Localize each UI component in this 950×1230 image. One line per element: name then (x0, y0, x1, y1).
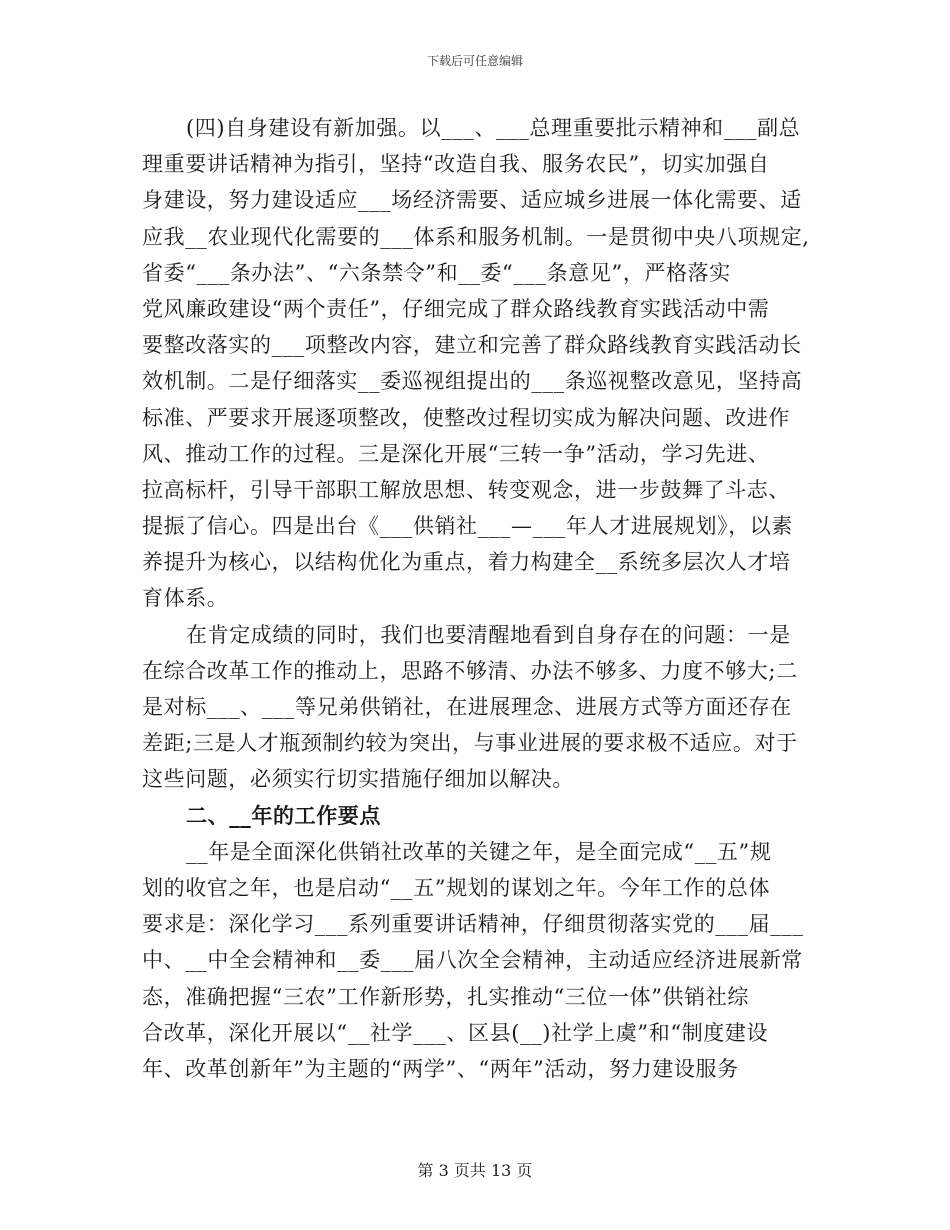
paragraph-line: 差距;三是人才瓶颈制约较为突出，与事业进展的要求极不适应。对于 (142, 731, 798, 756)
paragraph-line: 划的收官之年，也是启动“__五”规划的谋划之年。今年工作的总体 (142, 875, 771, 900)
paragraph-line: (四)自身建设有新加强。以___、___总理重要批示精神和___副总 (186, 116, 801, 140)
paragraph-line: 提振了信心。四是出台《___供销社___—___年人才进展规划》，以素 (142, 514, 793, 539)
paragraph-line: 标准、严要求开展逐项整改，使整改过程切实成为解决问题、改进作 (142, 405, 790, 430)
paragraph-line: 合改革，深化开展以“__社学___、区县(__)社学上虞”和“制度建设 (142, 1020, 769, 1045)
paragraph-line: 风、推动工作的过程。三是深化开展“三转一争”活动，学习先进、 (142, 441, 770, 466)
section-heading: 二、__年的工作要点 (186, 803, 381, 828)
download-edit-note: 下载后可任意编辑 (426, 54, 523, 68)
paragraph-line: 这些问题，必须实行切实措施仔细加以解决。 (142, 767, 574, 792)
paragraph-line: 是对标___、___等兄弟供销社，在进展理念、进展方式等方面还存在 (142, 695, 792, 719)
paragraph-line: 态，准确把握“三农”工作新形势，扎实推动“三位一体”供销社综 (142, 984, 749, 1009)
paragraph-line: 养提升为核心，以结构优化为重点，着力构建全__系统多层次人才培 (142, 550, 791, 575)
paragraph-line: 中、__中全会精神和__委___届八次全会精神，主动适应经济进展新常 (142, 948, 803, 973)
paragraph-line: 省委“___条办法”、“六条禁令”和__委“___条意见”，严格落实 (142, 260, 731, 285)
document-body (142, 110, 808, 1087)
paragraph-line: 年、改革创新年”为主题的“两学”、“两年”活动，努力建设服务 (142, 1056, 739, 1081)
paragraph-line: 应我__农业现代化需要的___体系和服务机制。一是贯彻中央八项规定, (142, 224, 810, 249)
paragraph-line: 在综合改革工作的推动上，思路不够清、办法不够多、力度不够大;二 (142, 658, 798, 683)
page-number: 第 3 页共 13 页 (417, 1161, 533, 1180)
paragraph-line: __年是全面深化供销社改革的关键之年，是全面完成“__五”规 (186, 839, 772, 864)
paragraph-line: 党风廉政建设“两个责任”，仔细完成了群众路线教育实践活动中需 (142, 296, 770, 321)
paragraph-line: 在肯定成绩的同时，我们也要清醒地看到自身存在的问题：一是 (186, 622, 791, 647)
paragraph-line: 要整改落实的___项整改内容，建立和完善了群众路线教育实践活动长 (142, 333, 802, 358)
paragraph-line: 效机制。二是仔细落实__委巡视组提出的___条巡视整改意见，坚持高 (142, 369, 803, 394)
paragraph-line: 要求是：深化学习___系列重要讲话精神，仔细贯彻落实党的___届___ (142, 912, 804, 937)
paragraph-line: 身建设，努力建设适应___场经济需要、适应城乡进展一体化需要、适 (142, 188, 802, 213)
paragraph-line: 理重要讲话精神为指引，坚持“改造自我、服务农民”，切实加强自 (142, 152, 770, 177)
paragraph-line: 育体系。 (142, 586, 229, 611)
paragraph-line: 拉高标杆，引导干部职工解放思想、转变观念，进一步鼓舞了斗志、 (142, 477, 790, 502)
